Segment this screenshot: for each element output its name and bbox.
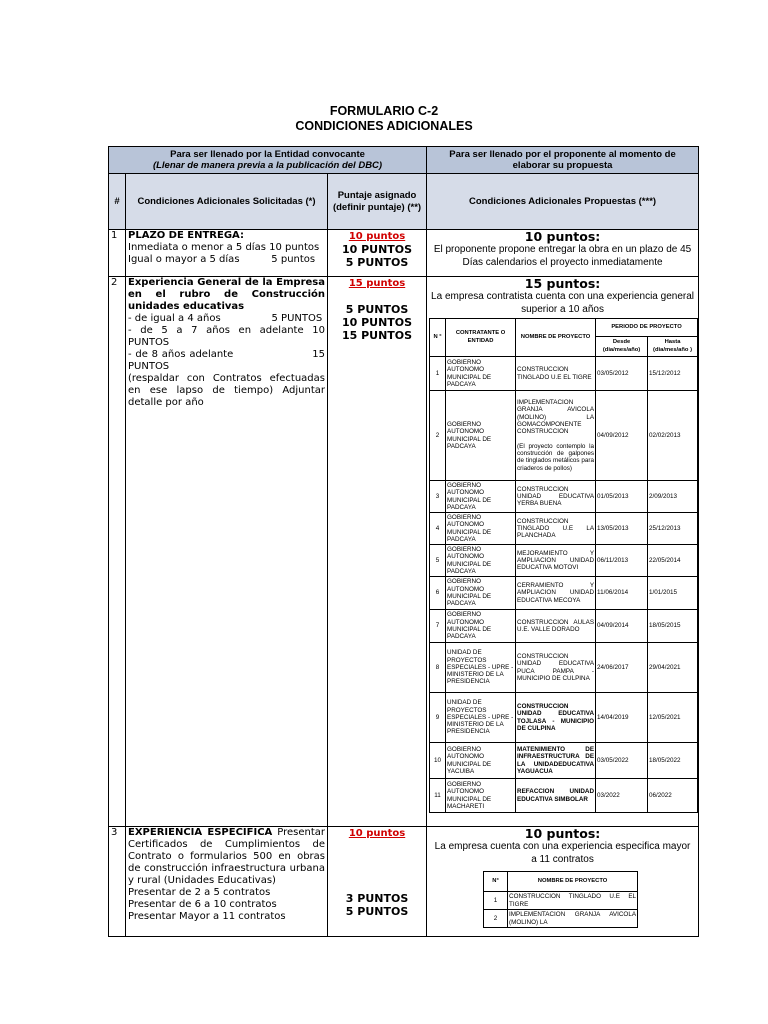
condition-line: Igual o mayor a 5 días 5 puntos [128,254,316,265]
cell-num: 9 [430,693,446,743]
condition-title: Experiencia General de la Empresa en el rubro de Construcción unidades educativas [128,277,325,312]
cell-project: CONSTRUCCION TINGLADO U.E EL TIGRE [509,893,637,908]
proposal-general-experience [427,277,699,827]
condition-title: PLAZO DE ENTREGA: [128,230,244,241]
cell-from: 01/05/2013 [596,481,648,513]
condition-line: - de 5 a 7 años en adelante 10 PUNTOS [128,325,325,348]
row-number: 2 [109,277,126,827]
form-title [0,104,768,134]
cell-from: 04/09/2012 [596,391,648,481]
cell-to: 2/09/2013 [648,481,698,513]
cell-num: 7 [430,610,446,643]
cell-from: 11/06/2014 [596,577,648,610]
cell-contractor: GOBIERNO AUTONOMO MUNICIPAL DE PADCAYA [446,513,516,545]
proposal-text: El proponente propone entregar la obra en un plazo de 45 Días calendarios el proyecto inmediatamente [433,244,692,268]
col-header-to: Hasta (dia/mes/año ) [648,337,698,357]
form-title-line2: CONDICIONES ADICIONALES [295,119,473,133]
cell-num: 10 [430,743,446,779]
cell-num: 8 [430,643,446,693]
cell-num: 1 [484,892,508,910]
cell-project: CONSTRUCCION UNIDAD EDUCATIVA YERBA BUENA [516,481,596,513]
proposal-points: 10 puntos: [524,229,601,244]
row-number: 1 [109,230,126,277]
table-row [430,545,698,577]
points-option: 5 PUNTOS [345,303,409,316]
cell-project: MATENIMIENTO DE INFRAESTRUCTURA DE LA UNIDADEDUCATIVA YAGUACUA [516,743,596,779]
points-assigned: 10 puntos [348,828,406,839]
cell-to: 22/05/2014 [648,545,698,577]
condition-line: Presentar Mayor a 11 contratos [128,911,286,922]
cell-project: IMPLEMENTACION GRANJA AVICOLA (MOLINO) LA [509,911,637,926]
conditions-table [108,146,699,937]
points-option: 3 PUNTOS [345,892,409,905]
cell-num: 2 [430,391,446,481]
points-general-experience [328,277,427,827]
condition-general-experience [126,277,328,827]
table-row [430,391,698,481]
cell-project: MEJORAMIENTO Y AMPLIACION UNIDAD EDUCATIVA MOTOVI [516,545,596,577]
cell-project: CONSTRUCCION UNIDAD EDUCATIVA TOJLASA - MUNICIPIO DE CULPINA [516,693,596,743]
table-row [430,610,698,643]
cell-contractor: UNIDAD DE PROYECTOS ESPECIALES - UPRE - MINISTERIO DE LA PRESIDENCIA [446,643,516,693]
cell-to: 29/04/2021 [648,643,698,693]
col-header-num: N° [484,872,508,892]
cell-num: 4 [430,513,446,545]
proposal-points: 10 puntos: [524,826,601,841]
cell-from: 14/04/2019 [596,693,648,743]
condition-line: - de 8 años adelante 15 PUNTOS [128,349,329,372]
cell-contractor: GOBIERNO AUTONOMO MUNICIPAL DE PADCAYA [446,357,516,391]
cell-project-note: (El proyecto contemplo la construcción de galpones de tinglados metálicos para criaderos de pollos) [517,442,595,472]
table-row [430,577,698,610]
proposal-delivery [427,230,699,277]
condition-description [128,827,325,887]
header-entity [109,147,427,174]
form-title-line1: FORMULARIO C-2 [329,104,439,118]
cell-contractor: GOBIERNO AUTONOMO MUNICIPAL DE YACUIBA [446,743,516,779]
table-row [430,643,698,693]
proposal-specific-experience [427,827,699,937]
header-entity-line2: (Llenar de manera previa a la publicación del DBC) [152,160,383,171]
cell-num: 3 [430,481,446,513]
condition-delivery [126,230,328,277]
cell-to: 1/01/2015 [648,577,698,610]
condition-line: Presentar de 6 a 10 contratos [128,899,277,910]
cell-project: CONSTRUCCION TINGLADO U.E EL TIGRE [516,357,596,391]
condition-line: Presentar de 2 a 5 contratos [128,887,271,898]
cell-num: 11 [430,779,446,813]
points-option: 10 PUNTOS [341,316,413,329]
table-row [430,779,698,813]
proposal-text: La empresa cuenta con una experiencia especifica mayor a 11 contratos [434,841,691,865]
col-header-conditions: Condiciones Adicionales Solicitadas (*) [126,174,328,230]
cell-contractor: GOBIERNO AUTONOMO MUNICIPAL DE PADCAYA [446,545,516,577]
cell-contractor: GOBIERNO AUTONOMO MUNICIPAL DE PADCAYA [446,577,516,610]
cell-from: 13/05/2013 [596,513,648,545]
table-row [484,892,638,910]
cell-contractor: GOBIERNO AUTONOMO MUNICIPAL DE PADCAYA [446,610,516,643]
condition-line: - de igual a 4 años 5 PUNTOS [128,313,323,324]
points-option: 5 PUNTOS [345,256,409,269]
condition-line: Inmediata o menor a 5 días 10 puntos [128,242,320,253]
cell-project: CONSTRUCCION TINGLADO U.E LA PLANCHADA [516,513,596,545]
cell-project: REFACCION UNIDAD EDUCATIVA SIMBOLAR [516,779,596,813]
header-proponent: Para ser llenado por el proponente al momento de elaborar su propuesta [427,147,699,174]
cell-project: CONSTRUCCION UNIDAD EDUCATIVA PUCA PAMPA - MUNICIPIO DE CULPINA [516,643,596,693]
cell-project: CONSTRUCCION AULAS U.E. VALLE DORADO [516,610,596,643]
points-assigned: 15 puntos [348,278,406,289]
cell-num: 2 [484,910,508,928]
cell-to: 18/05/2022 [648,743,698,779]
cell-to: 06/2022 [648,779,698,813]
cell-to: 12/05/2021 [648,693,698,743]
cell-to: 15/12/2012 [648,357,698,391]
header-entity-line1: Para ser llenado por la Entidad convocante [170,149,365,160]
cell-contractor: UNIDAD DE PROYECTOS ESPECIALES - UPRE - MINISTERIO DE LA PRESIDENCIA [446,693,516,743]
cell-to: 18/05/2015 [648,610,698,643]
table-row [430,743,698,779]
cell-num: 1 [430,357,446,391]
cell-project [516,391,596,481]
condition-note: (respaldar con Contratos efectuadas en ese lapso de tiempo) Adjuntar detalle por año [128,373,325,408]
specific-experience-table [483,871,638,928]
table-row [430,513,698,545]
table-row [430,357,698,391]
cell-to: 02/02/2013 [648,391,698,481]
points-option: 15 PUNTOS [341,329,413,342]
condition-specific-experience [126,827,328,937]
proposal-points: 15 puntos: [524,276,601,291]
condition-text: Presentar Certificados de Cumplimientos de Contrato o formularios 500 en obras de construcción infraestructura urbana y rural (Unidades Educativas) [128,827,325,886]
col-header-points: Puntaje asignado (definir puntaje) (**) [328,174,427,230]
cell-from: 24/06/2017 [596,643,648,693]
proposal-text: La empresa contratista cuenta con una experiencia general superior a 10 años [431,291,694,315]
cell-contractor: GOBIERNO AUTONOMO MUNICIPAL DE PADCAYA [446,481,516,513]
col-header-proposed: Condiciones Adicionales Propuestas (***) [427,174,699,230]
col-header-project: NOMBRE DE PROYECTO [516,319,596,357]
col-header-num: # [109,174,126,230]
table-row [430,693,698,743]
cell-from: 06/11/2013 [596,545,648,577]
points-assigned: 10 puntos [348,231,406,242]
col-header-from: Desde (dia/mes/año) [596,337,648,357]
table-row [484,910,638,928]
cell-project: CERRAMIENTO Y AMPLIACION UNIDAD EDUCATIVA MECOYA [516,577,596,610]
points-option: 10 PUNTOS [341,243,413,256]
col-header-period: PERIODO DE PROYECTO [596,319,698,337]
col-header-contractor: CONTRATANTE O ENTIDAD [446,319,516,357]
general-experience-table [429,318,698,813]
points-delivery [328,230,427,277]
cell-from: 03/05/2012 [596,357,648,391]
cell-from: 03/2022 [596,779,648,813]
cell-num: 6 [430,577,446,610]
points-option: 5 PUNTOS [345,905,409,918]
cell-from: 03/05/2022 [596,743,648,779]
cell-to: 25/12/2013 [648,513,698,545]
cell-from: 04/09/2014 [596,610,648,643]
col-header-project: NOMBRE DE PROYECTO [508,872,638,892]
row-number: 3 [109,827,126,937]
points-specific-experience [328,827,427,937]
table-row [430,481,698,513]
col-header-num: N ° [430,319,446,357]
condition-title: EXPERIENCIA ESPECIFICA [128,827,273,838]
cell-project-title: IMPLEMENTACION GRANJA AVICOLA (MOLINO) LA GOMACOMPONENTE CONSTRUCCION [517,399,595,436]
cell-contractor: GOBIERNO AUTONOMO MUNICIPAL DE MACHARETI [446,779,516,813]
cell-contractor: GOBIERNO AUTONOMO MUNICIPAL DE PADCAYA [446,391,516,481]
cell-num: 5 [430,545,446,577]
